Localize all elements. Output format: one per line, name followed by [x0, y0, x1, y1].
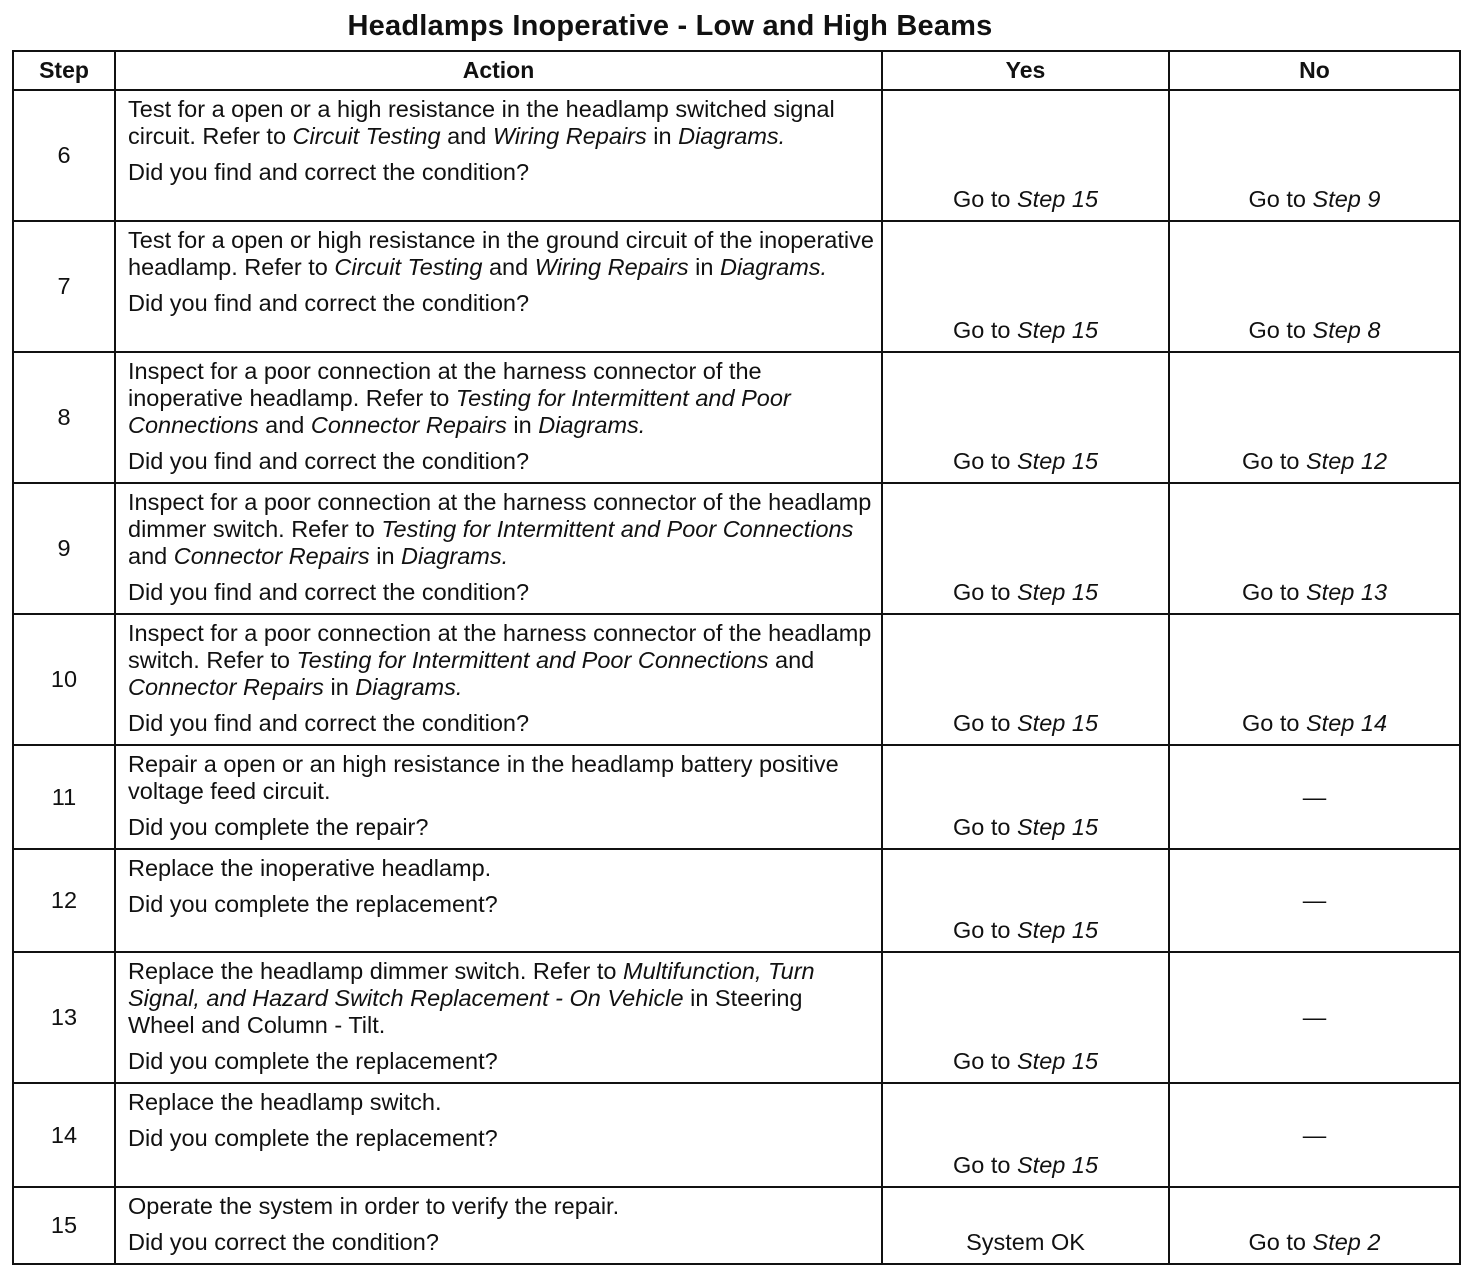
- action-text: in Steering Wheel and Column - Tilt.: [128, 985, 803, 1038]
- step-number: 7: [13, 221, 115, 352]
- action-question: Did you find and correct the condition?: [128, 448, 530, 474]
- action-text: Inspect for a poor connection at the harness connector of the headlamp switch. Refer to: [128, 620, 872, 673]
- yes-italic-text: Step 15: [1017, 1152, 1099, 1178]
- yes-result: [882, 745, 1169, 849]
- no-text: Go to: [1241, 448, 1306, 474]
- action-italic-text: Testing for Intermittent and Poor Connections: [381, 516, 854, 542]
- action-text: in: [369, 543, 402, 569]
- yes-italic-text: Step 15: [1017, 710, 1099, 736]
- yes-text: Go to: [952, 1152, 1017, 1178]
- no-result: [1169, 221, 1460, 352]
- action-text: Replace the headlamp switch.: [128, 1089, 442, 1115]
- action-italic-text: Circuit Testing: [334, 254, 483, 280]
- yes-italic-text: Step 15: [1017, 917, 1099, 943]
- no-result: [1169, 1187, 1460, 1264]
- action-text: Replace the headlamp dimmer switch. Refer to: [128, 958, 624, 984]
- step-number: 15: [13, 1187, 115, 1264]
- yes-text: Go to: [952, 917, 1017, 943]
- action-description: [128, 855, 875, 882]
- header-action: Action: [115, 51, 882, 90]
- table-row: [13, 614, 1460, 745]
- table-row: [13, 352, 1460, 483]
- action-cell: [115, 221, 882, 352]
- yes-text: Go to: [952, 710, 1017, 736]
- yes-text: System OK: [966, 1229, 1085, 1255]
- action-italic-text: Wiring Repairs: [534, 254, 689, 280]
- action-italic-text: Diagrams.: [678, 123, 786, 149]
- action-italic-text: Connector Repairs: [310, 412, 507, 438]
- action-description: [128, 620, 875, 701]
- action-text: Inspect for a poor connection at the harness connector of the inoperative headlamp. Refer to: [128, 358, 762, 411]
- table-row: [13, 483, 1460, 614]
- no-italic-text: Step 13: [1306, 579, 1388, 605]
- no-result: [1169, 352, 1460, 483]
- action-description: [128, 1089, 875, 1116]
- action-italic-text: Multifunction, Turn Signal, and Hazard Switch Replacement - On Vehicle: [128, 958, 815, 1011]
- action-cell: [115, 745, 882, 849]
- table-row: [13, 1083, 1460, 1187]
- yes-result: [882, 352, 1169, 483]
- action-cell: [115, 483, 882, 614]
- header-no: No: [1169, 51, 1460, 90]
- yes-text: Go to: [952, 579, 1017, 605]
- yes-italic-text: Step 15: [1017, 448, 1099, 474]
- action-italic-text: Testing for Intermittent and Poor Connections: [296, 647, 769, 673]
- no-text: Go to: [1248, 186, 1313, 212]
- no-result: [1169, 745, 1460, 849]
- yes-text: Go to: [952, 448, 1017, 474]
- action-question: Did you complete the replacement?: [128, 1125, 498, 1151]
- action-text: in: [688, 254, 720, 280]
- action-description: [128, 358, 875, 439]
- action-description: [128, 958, 875, 1039]
- action-text: in: [506, 412, 539, 438]
- no-italic-text: Step 14: [1306, 710, 1388, 736]
- no-italic-text: Step 8: [1312, 317, 1381, 343]
- yes-result: [882, 849, 1169, 952]
- action-italic-text: Testing for Intermittent and Poor Connections: [128, 385, 791, 438]
- action-description: [128, 751, 875, 805]
- action-cell: [115, 1187, 882, 1264]
- no-result: [1169, 90, 1460, 221]
- action-cell: [115, 1083, 882, 1187]
- yes-result: [882, 483, 1169, 614]
- step-number: 10: [13, 614, 115, 745]
- table-row: [13, 221, 1460, 352]
- table-row: [13, 849, 1460, 952]
- table-row: [13, 745, 1460, 849]
- yes-text: Go to: [952, 1048, 1017, 1074]
- yes-text: Go to: [952, 814, 1017, 840]
- action-text: Operate the system in order to verify the repair.: [128, 1193, 620, 1219]
- action-italic-text: Connector Repairs: [173, 543, 370, 569]
- no-text: Go to: [1248, 1229, 1313, 1255]
- yes-result: [882, 614, 1169, 745]
- action-question: Did you complete the replacement?: [128, 891, 498, 917]
- action-question: Did you find and correct the condition?: [128, 159, 530, 185]
- step-number: 12: [13, 849, 115, 952]
- action-cell: [115, 90, 882, 221]
- action-italic-text: Diagrams.: [719, 254, 828, 280]
- no-text: Go to: [1241, 710, 1306, 736]
- no-text: —: [1302, 1004, 1327, 1030]
- action-italic-text: Circuit Testing: [292, 123, 441, 149]
- yes-result: [882, 1187, 1169, 1264]
- action-italic-text: Diagrams.: [355, 674, 463, 700]
- no-result: [1169, 849, 1460, 952]
- action-text: and: [258, 412, 311, 438]
- yes-result: [882, 90, 1169, 221]
- no-result: [1169, 952, 1460, 1083]
- yes-text: Go to: [952, 317, 1017, 343]
- action-description: [128, 1193, 875, 1220]
- action-text: in: [323, 674, 356, 700]
- no-text: —: [1302, 887, 1327, 913]
- action-text: and: [482, 254, 535, 280]
- step-number: 9: [13, 483, 115, 614]
- action-text: and: [440, 123, 493, 149]
- action-text: in: [646, 123, 679, 149]
- action-description: [128, 489, 875, 570]
- action-text: and: [128, 543, 174, 569]
- yes-italic-text: Step 15: [1017, 814, 1099, 840]
- step-number: 13: [13, 952, 115, 1083]
- action-question: Did you find and correct the condition?: [128, 290, 530, 316]
- no-result: [1169, 614, 1460, 745]
- diagnostic-table: [12, 50, 1461, 1265]
- yes-result: [882, 952, 1169, 1083]
- action-text: Inspect for a poor connection at the harness connector of the headlamp dimmer switch. Refer to: [128, 489, 872, 542]
- action-question: Did you complete the replacement?: [128, 1048, 498, 1074]
- no-result: [1169, 1083, 1460, 1187]
- table-row: [13, 952, 1460, 1083]
- action-description: [128, 227, 875, 281]
- yes-result: [882, 1083, 1169, 1187]
- step-number: 8: [13, 352, 115, 483]
- yes-italic-text: Step 15: [1017, 186, 1099, 212]
- action-text: Test for a open or a high resistance in the headlamp switched signal circuit. Refer to: [128, 96, 835, 149]
- action-italic-text: Diagrams.: [538, 412, 646, 438]
- yes-italic-text: Step 15: [1017, 579, 1099, 605]
- no-text: —: [1302, 783, 1327, 810]
- action-italic-text: Wiring Repairs: [492, 123, 647, 149]
- step-number: 6: [13, 90, 115, 221]
- action-question: Did you correct the condition?: [128, 1229, 439, 1255]
- step-number: 14: [13, 1083, 115, 1187]
- action-cell: [115, 614, 882, 745]
- action-text: and: [768, 647, 815, 673]
- action-italic-text: Connector Repairs: [128, 674, 324, 700]
- no-text: Go to: [1248, 317, 1313, 343]
- action-italic-text: Diagrams.: [401, 543, 509, 569]
- action-cell: [115, 952, 882, 1083]
- no-italic-text: Step 9: [1312, 186, 1381, 212]
- action-cell: [115, 352, 882, 483]
- yes-italic-text: Step 15: [1017, 317, 1099, 343]
- header-step: Step: [13, 51, 115, 90]
- yes-text: Go to: [952, 186, 1017, 212]
- action-text: Repair a open or an high resistance in the headlamp battery positive voltage feed circuit.: [128, 751, 839, 804]
- no-result: [1169, 483, 1460, 614]
- no-text: Go to: [1241, 579, 1306, 605]
- action-description: [128, 96, 875, 150]
- action-text: Test for a open or high resistance in the ground circuit of the inoperative headlamp. Refer to: [128, 227, 874, 280]
- header-yes: Yes: [882, 51, 1169, 90]
- table-row: [13, 90, 1460, 221]
- no-italic-text: Step 12: [1306, 448, 1388, 474]
- action-cell: [115, 849, 882, 952]
- action-text: Replace the inoperative headlamp.: [128, 855, 492, 881]
- no-text: —: [1302, 1121, 1327, 1148]
- no-italic-text: Step 2: [1312, 1229, 1381, 1255]
- action-question: Did you complete the repair?: [128, 814, 429, 840]
- yes-italic-text: Step 15: [1017, 1048, 1099, 1074]
- table-row: [13, 1187, 1460, 1264]
- step-number: 11: [13, 745, 115, 849]
- action-question: Did you find and correct the condition?: [128, 579, 530, 605]
- page-title: Headlamps Inoperative - Low and High Beams: [347, 10, 993, 42]
- yes-result: [882, 221, 1169, 352]
- action-question: Did you find and correct the condition?: [128, 710, 530, 736]
- table-header-row: [13, 51, 1460, 90]
